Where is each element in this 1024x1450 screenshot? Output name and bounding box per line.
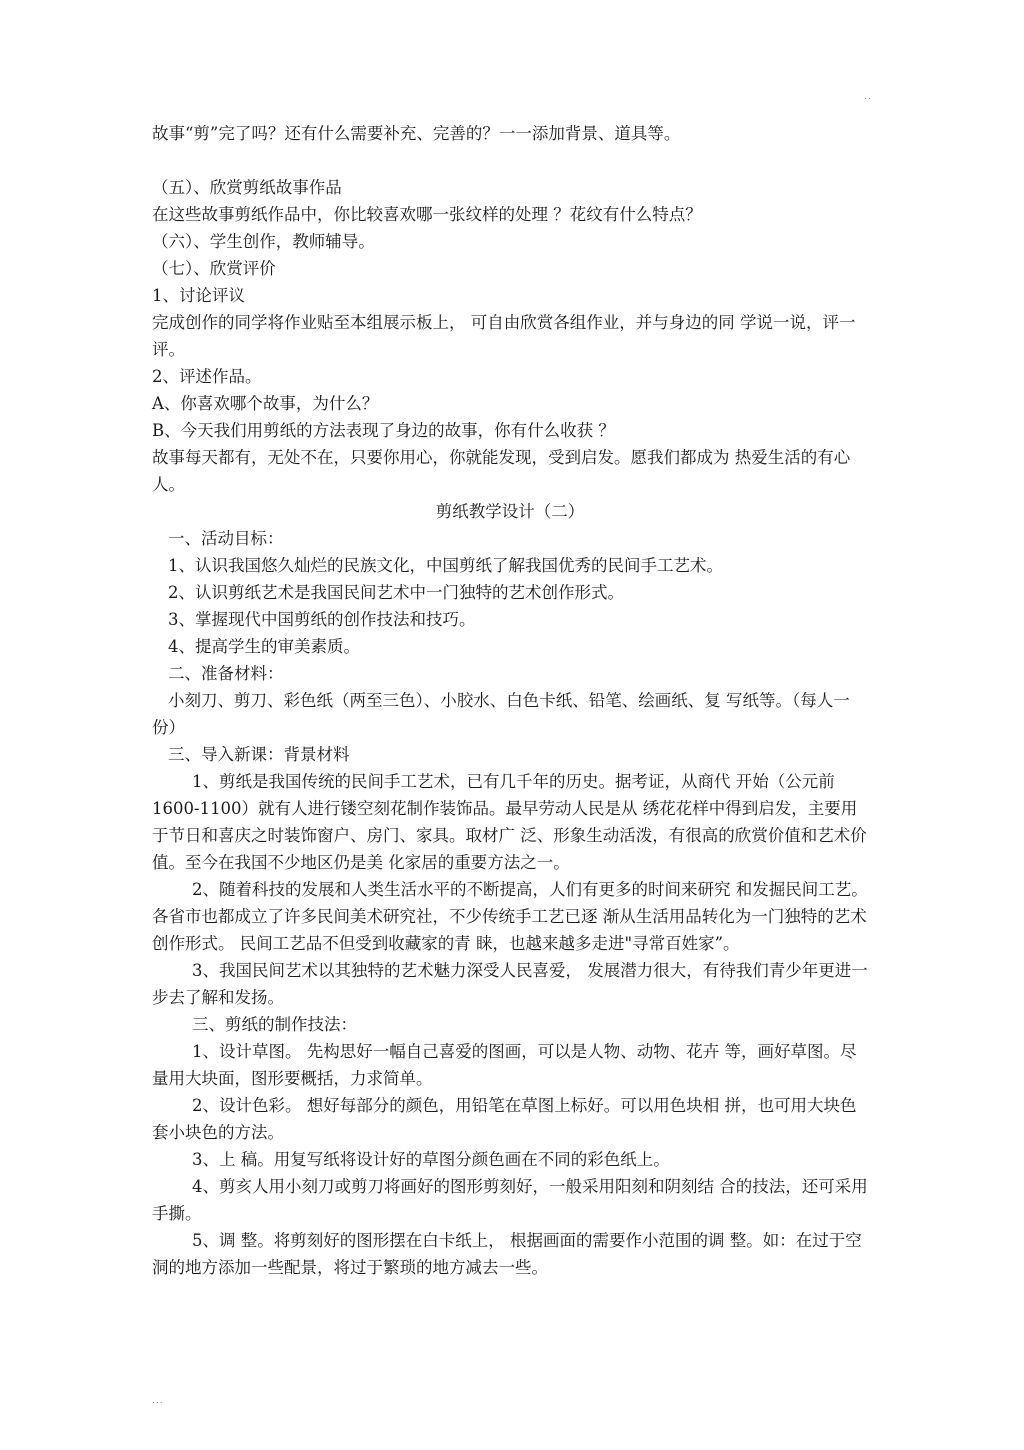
paragraph: 2、设计色彩。 想好每部分的颜色，用铅笔在草图上标好。可以用色块相 拼，也可用大块色套小块色的方法。: [152, 1096, 857, 1142]
list-item: 1、认识我国悠久灿烂的民族文化，中国剪纸了解我国优秀的民间手工艺术。: [168, 556, 723, 575]
document-body: [152, 120, 868, 1281]
text-line: 1、讨论评议: [152, 286, 245, 305]
list-item: 2、认识剪纸艺术是我国民间艺术中一门独特的艺术创作形式。: [168, 583, 624, 602]
paragraph: 完成创作的同学将作业贴至本组展示板上， 可自由欣赏各组作业，并与身边的同 学说一说，评一评。: [152, 313, 856, 359]
paragraph: 4、剪亥人用小刻刀或剪刀将画好的图形剪刻好，一般采用阳刻和阴刻结 合的技法，还可采用手撕。: [152, 1177, 868, 1223]
paragraph: 故事每天都有，无处不在，只要你用心，你就能发现，受到启发。愿我们都成为 热爱生活的有心人。: [152, 448, 851, 494]
text-line: 3、上 稿。用复写纸将设计好的草图分颜色画在不同的彩色纸上。: [192, 1150, 670, 1169]
section-heading: 二、准备材料：: [168, 664, 284, 683]
list-item: 3、掌握现代中国剪纸的创作技法和技巧。: [168, 610, 476, 629]
paragraph: 2、随着科技的发展和人类生活水平的不断提高，人们有更多的时间来研究 和发掘民间工艺。各省市也都成立了许多民间美术研究社，不少传统手工艺已逐 渐从生活用品转化为一门独特的艺术创作形式。 民间工艺品不但受到收藏家的青 睐，也越来越多走进"寻常百姓家”。: [152, 880, 868, 953]
section-heading: 一、活动目标：: [168, 529, 284, 548]
section-heading: （七）、欣赏评价: [152, 259, 276, 278]
section-heading: 三、导入新课：背景材料: [168, 745, 350, 764]
section-heading: （五）、欣赏剪纸故事作品: [152, 178, 342, 197]
paragraph: 3、我国民间艺术以其独特的艺术魅力深受人民喜爱， 发展潜力很大，有待我们青少年更进一步去了解和发扬。: [152, 961, 868, 1007]
paragraph: 1、设计草图。 先构思好一幅自己喜爱的图画，可以是人物、动物、花卉 等，画好草图。尽量用大块面，图形要概括，力求简单。: [152, 1042, 857, 1088]
text-line: 在这些故事剪纸作品中，你比较喜欢哪一张纹样的处理 ？花纹有什么特点？: [152, 205, 702, 224]
blank-line: [152, 147, 868, 174]
text-line: B、今天我们用剪纸的方法表现了身边的故事，你有什么收获 ？: [152, 421, 615, 440]
paragraph: 小刻刀、剪刀、彩色纸（两至三色）、小胶水、白色卡纸、铅笔、绘画纸、复 写纸等。（每人一份）: [152, 691, 850, 737]
document-title: 剪纸教学设计（二）: [435, 502, 585, 521]
paragraph: 5、调 整。将剪刻好的图形摆在白卡纸上， 根据画面的需要作小范围的调 整。如：在过于空洞的地方添加一些配景，将过于繁琐的地方减去一些。: [152, 1231, 862, 1277]
section-heading: 三、剪纸的制作技法：: [192, 1015, 357, 1034]
page-corner-dots-bottom: ...: [152, 1396, 164, 1406]
text-line: 故事“剪”完了吗？还有什么需要补充、完善的？一一添加背景、道具等。: [152, 124, 681, 143]
page-corner-dots-top: ..: [864, 92, 872, 102]
list-item: 4、提高学生的审美素质。: [168, 637, 360, 656]
section-heading: （六）、学生创作，教师辅导。: [152, 232, 375, 251]
text-line: A、你喜欢哪个故事，为什么？: [152, 394, 379, 413]
paragraph: 1、剪纸是我国传统的民间手工艺术，已有几千年的历史。据考证，从商代 开始（公元前1600-1100）就有人进行镂空刻花制作装饰品。最早劳动人民是从 绣花花样中得到启发，主要用于节日和喜庆之时装饰窗户、房门、家具。取材广 泛、形象生动活泼，有很高的欣赏价值和艺术价值。至今在我国不少地区仍是美 化家居的重要方法之一。: [152, 772, 867, 872]
text-line: 2、评述作品。: [152, 367, 262, 386]
